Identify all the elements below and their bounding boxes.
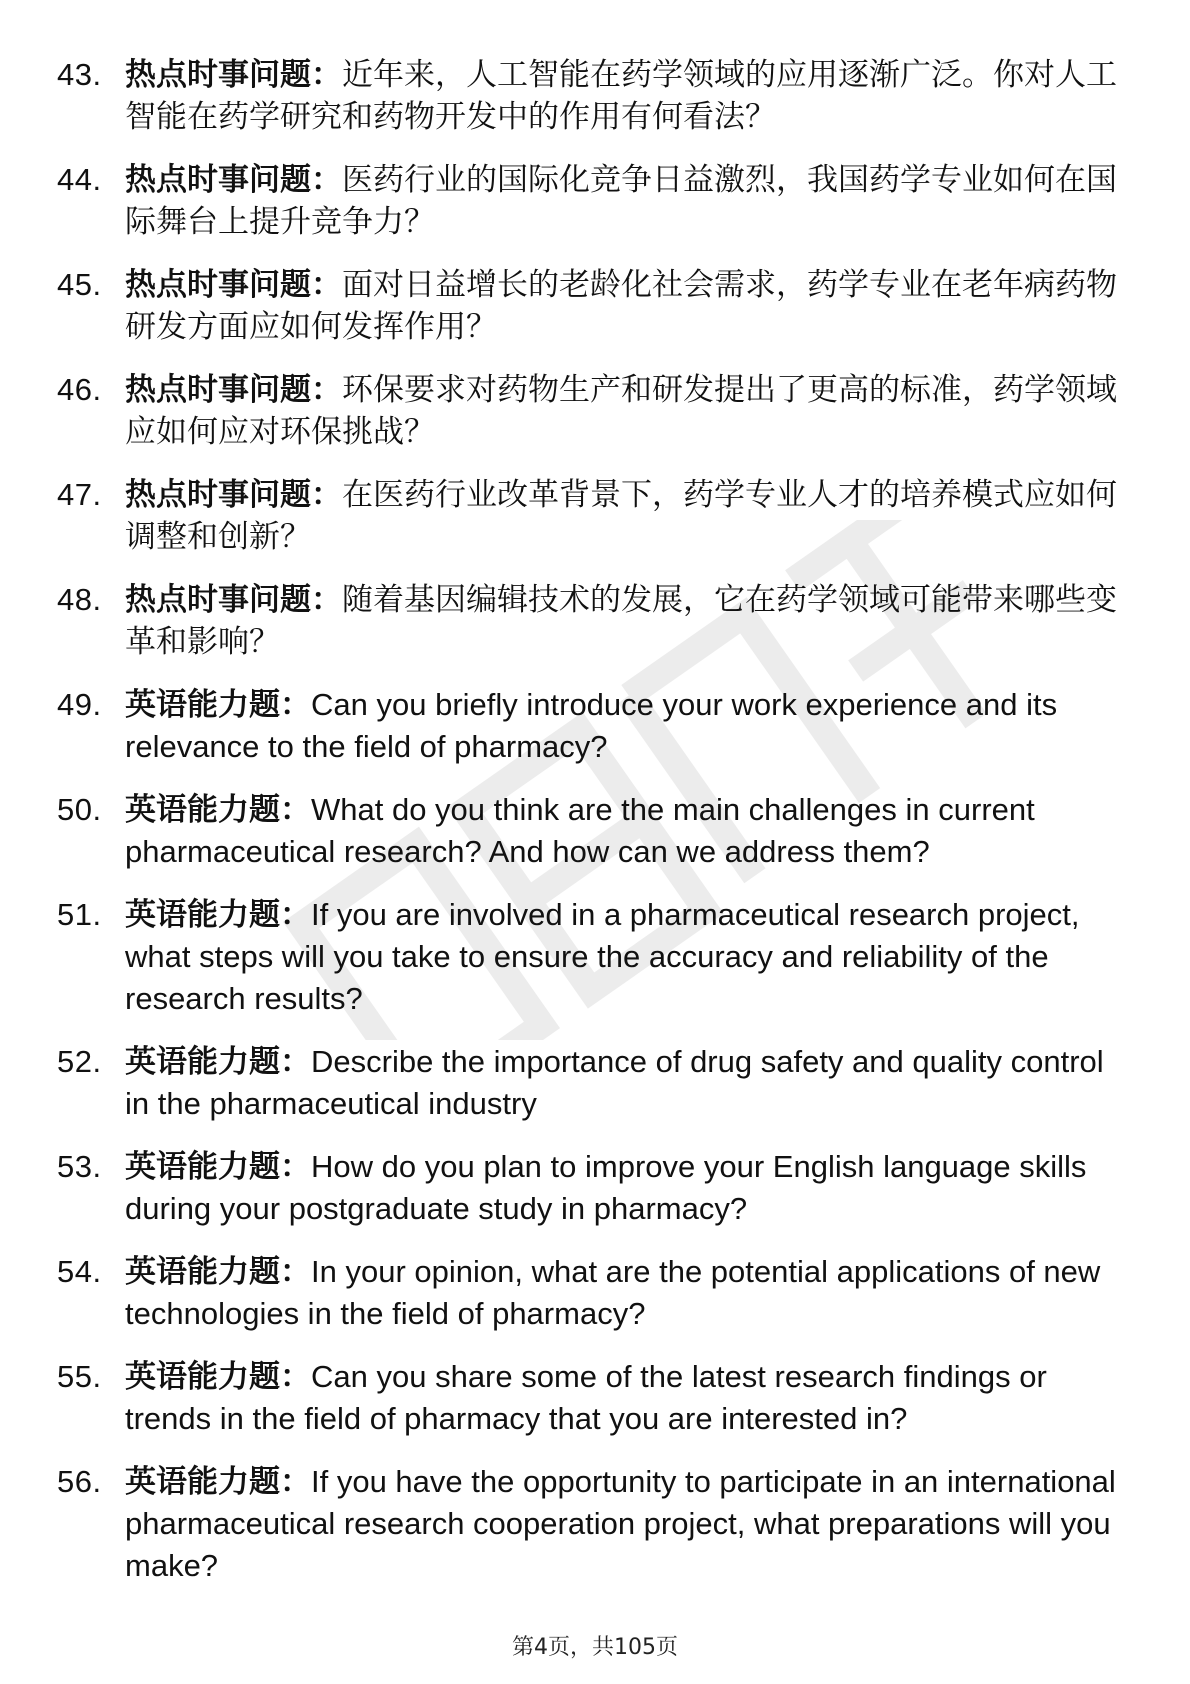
question-item — [57, 1356, 1132, 1440]
question-text: 医药行业的国际化竞争日益激烈，我国药学专业如何在国际舞台上提升竞争力？ — [125, 162, 1117, 240]
question-text: If you are involved in a pharmaceutical research project, what steps will you take to ensure the accuracy and reliability of the research results? — [125, 897, 1080, 1016]
question-category: 英语能力题： — [125, 1254, 311, 1290]
question-text: If you have the opportunity to participate in an international pharmaceutical research cooperation project, what preparations will you make? — [125, 1464, 1116, 1583]
question-category: 热点时事问题： — [125, 372, 342, 408]
question-item — [57, 1461, 1132, 1587]
question-number: 45. — [57, 267, 102, 302]
question-category: 英语能力题： — [125, 1044, 311, 1080]
question-item — [57, 54, 1132, 138]
question-text: What do you think are the main challenges in current pharmaceutical research? And how can we address them? — [125, 792, 1035, 869]
question-item — [57, 369, 1132, 453]
question-category: 英语能力题： — [125, 1149, 311, 1185]
question-number: 46. — [57, 372, 102, 407]
question-text: In your opinion, what are the potential applications of new technologies in the field of pharmacy? — [125, 1254, 1101, 1331]
question-category: 热点时事问题： — [125, 162, 342, 198]
question-text: Can you briefly introduce your work experience and its relevance to the field of pharmacy? — [125, 687, 1058, 764]
question-text: 随着基因编辑技术的发展，它在药学领域可能带来哪些变革和影响？ — [125, 582, 1117, 660]
question-item — [57, 474, 1132, 558]
question-number: 56. — [57, 1464, 102, 1499]
question-category: 英语能力题： — [125, 687, 311, 723]
question-text: Describe the importance of drug safety and quality control in the pharmaceutical industry — [125, 1044, 1104, 1121]
question-text: 面对日益增长的老龄化社会需求，药学专业在老年病药物研发方面应如何发挥作用？ — [125, 267, 1117, 345]
question-category: 热点时事问题： — [125, 477, 342, 513]
question-list — [57, 54, 1132, 1608]
question-item — [57, 894, 1132, 1020]
question-category: 英语能力题： — [125, 792, 311, 828]
question-number: 49. — [57, 687, 102, 722]
question-number: 55. — [57, 1359, 102, 1394]
question-number: 43. — [57, 57, 102, 92]
question-number: 47. — [57, 477, 102, 512]
question-number: 53. — [57, 1149, 102, 1184]
question-text: How do you plan to improve your English language skills during your postgraduate study in pharmacy? — [125, 1149, 1087, 1226]
question-number: 50. — [57, 792, 102, 827]
question-item — [57, 1251, 1132, 1335]
question-text: Can you share some of the latest research findings or trends in the field of pharmacy that you are interested in? — [125, 1359, 1047, 1436]
page-footer — [0, 1630, 1190, 1661]
question-text: 环保要求对药物生产和研发提出了更高的标准，药学领域应如何应对环保挑战？ — [125, 372, 1117, 450]
question-text: 在医药行业改革背景下，药学专业人才的培养模式应如何调整和创新？ — [125, 477, 1117, 555]
question-item — [57, 579, 1132, 663]
question-number: 48. — [57, 582, 102, 617]
question-category: 热点时事问题： — [125, 57, 342, 93]
question-item — [57, 1146, 1132, 1230]
question-category: 英语能力题： — [125, 897, 311, 933]
question-item — [57, 264, 1132, 348]
question-item — [57, 789, 1132, 873]
question-number: 44. — [57, 162, 102, 197]
page-number-label: 第4页，共105页 — [512, 1635, 678, 1660]
question-item — [57, 159, 1132, 243]
question-number: 52. — [57, 1044, 102, 1079]
question-category: 英语能力题： — [125, 1464, 311, 1500]
question-category: 英语能力题： — [125, 1359, 311, 1395]
question-category: 热点时事问题： — [125, 267, 342, 303]
question-item — [57, 684, 1132, 768]
question-number: 51. — [57, 897, 102, 932]
question-category: 热点时事问题： — [125, 582, 342, 618]
question-number: 54. — [57, 1254, 102, 1289]
question-text: 近年来，人工智能在药学领域的应用逐渐广泛。你对人工智能在药学研究和药物开发中的作用有何看法？ — [125, 57, 1117, 135]
question-item — [57, 1041, 1132, 1125]
